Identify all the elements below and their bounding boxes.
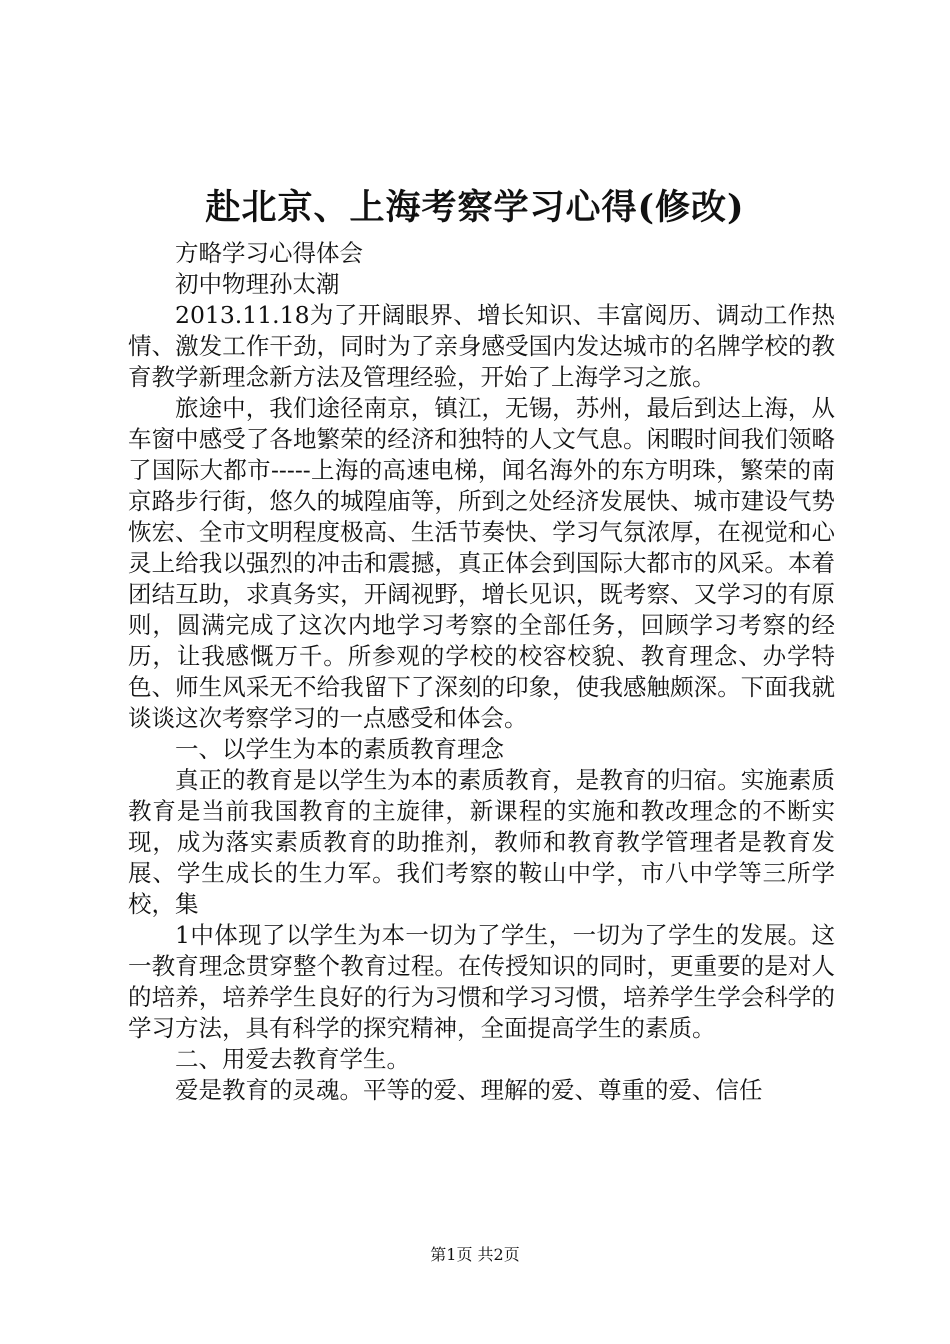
page-footer: 第1页 共2页 [430,1245,520,1264]
paragraph: 爱是教育的灵魂。平等的爱、理解的爱、尊重的爱、信任 [175,1076,763,1104]
section-heading: 一、以学生为本的素质教育理念 [175,735,504,763]
paragraph-subtitle: 方略学习心得体会 [175,239,363,267]
paragraph: 旅途中，我们途径南京，镇江，无锡，苏州，最后到达上海，从车窗中感受了各地繁荣的经济和独特的人文气息。闲暇时间我们领略了国际大都市-----上海的高速电梯，闻名海外的东方明珠，繁荣的南京路步行街，悠久的城隍庙等，所到之处经济发展快、城市建设气势恢宏、全市文明程度极高、生活节奏快、学习气氛浓厚，在视觉和心灵上给我以强烈的冲击和震撼，真正体会到国际大都市的风采。本着团结互助，求真务实，开阔视野，增长见识，既考察、又学习的有原则，圆满完成了这次内地学习考察的全部任务，回顾学习考察的经历，让我感慨万千。所参观的学校的校容校貌、教育理念、办学特色、师生风采无不给我留下了深刻的印象，使我感触颇深。下面我就谈谈这次考察学习的一点感受和体会。 [128,394,835,732]
paragraph: 真正的教育是以学生为本的素质教育，是教育的归宿。实施素质教育是当前我国教育的主旋律，新课程的实施和教改理念的不断实现，成为落实素质教育的助推剂，教师和教育教学管理者是教育发展、学生成长的生力军。我们考察的鞍山中学，市八中学等三所学校，集 [128,766,835,918]
document-body [128,238,835,1106]
section-heading: 二、用爱去教育学生。 [175,1045,410,1073]
document-title: 赴北京、上海考察学习心得(修改) [205,187,745,228]
paragraph: 1中体现了以学生为本一切为了学生，一切为了学生的发展。这一教育理念贯穿整个教育过程。在传授知识的同时，更重要的是对人的培养，培养学生良好的行为习惯和学习习惯，培养学生学会科学的学习方法，具有科学的探究精神，全面提高学生的素质。 [128,921,835,1042]
paragraph-author: 初中物理孙太潮 [175,270,340,298]
paragraph: 2013.11.18为了开阔眼界、增长知识、丰富阅历、调动工作热情、激发工作干劲，同时为了亲身感受国内发达城市的名牌学校的教育教学新理念新方法及管理经验，开始了上海学习之旅。 [128,301,835,391]
